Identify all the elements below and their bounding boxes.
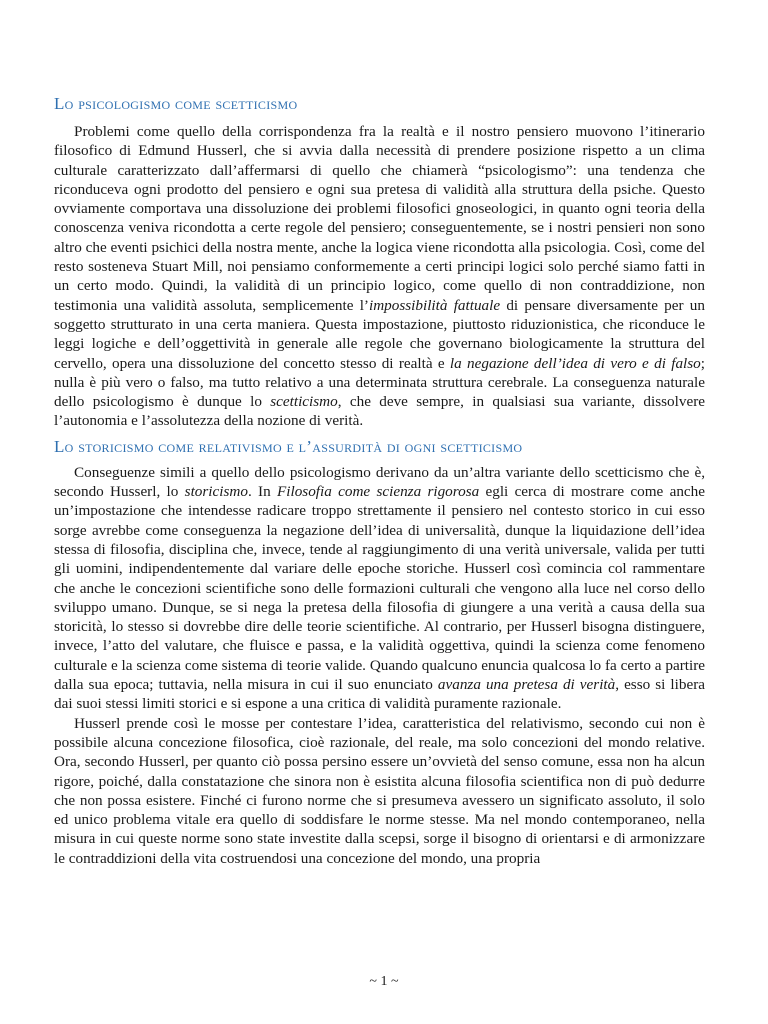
paragraph-psicologismo [54,122,705,431]
document-page [54,92,705,868]
section-heading-psicologismo: Lo psicologismo come scetticismo [54,94,298,113]
emphasis-text: impossibilità fattuale [368,296,501,314]
paragraph-text: di pensare diversamente per un soggetto strutturato in una certa maniera. Questa impostazione, piuttosto riduzionistica, che riconduce le leggi logiche e dell’oggettività in generale alle regole che governano biologicamente la struttura del cervello, opera una dissoluzione del concetto stesso di realtà e [54,296,705,372]
emphasis-text: storicismo [184,483,248,501]
paragraph-text: Husserl prende così le mosse per contestare l’idea, caratteristica del relativismo, secondo cui non è possibile alcuna concezione filosofica, cioè razionale, del reale, ma solo concezioni del mondo relative. Ora, secondo Husserl, per quanto ciò possa persino essere un’ovvietà del senso comune, essa non ha alcun rigore, poiché, dalla constatazione che sinora non è esistita alcuna filosofia scientifica non di può dedurre che non possa esistere. Finché ci furono norme che si presumeva avessero un significato assoluto, il solo ed unico problema vitale era quello di soddisfare le norme stesse. Ma nel mondo contemporaneo, nella misura in cui queste norme sono state investite dalla scepsi, sorge il bisogno di orientarsi e di armonizzare le contraddizioni della vita costruendosi una concezione del mondo, una propria [54,714,705,867]
emphasis-text: Filosofia come scienza rigorosa [276,483,480,501]
paragraph-text: , che deve sempre, in qualsiasi sua variante, dissolvere l’autonomia e l’assolutezza della nozione di verità. [54,393,705,430]
paragraph-text: egli cerca di mostrare come anche un’impostazione che intendesse radicare troppo strettamente il pensiero nel contesto storico in cui esso sorge avrebbe come conseguenza la negazione dell’idea di universalità, dunque la liquidazione dell’idea stessa di filosofia, disciplina che, invece, tende al raggiungimento di una verità universale, valida per tutti gli uomini, indipendentemente dal variare delle epoche storiche. Husserl così comincia col rammentare che anche le concezioni scientifiche sono delle formazioni culturali che vengono alla luce nel corso dello sviluppo umano. Dunque, se si nega la pretesa della filosofia di giungere a una verità a causa della sua storicità, lo stesso si dovrebbe dire delle teorie scientifiche. Al contrario, per Husserl bisogna distinguere, invece, l’atto del valutare, che fluisce e passa, e la validità oggettiva, quindi la scienza come fenomeno culturale e la scienza come sistema di teorie valide. Quando qualcuno enuncia qualcosa lo fa certo a partire dalla sua epoca; tuttavia, nella misura in cui il suo enunciato [54,483,705,694]
paragraph-relativismo [54,714,705,868]
paragraph-text: , esso si libera dai suoi stessi limiti storici e si espone a una critica di validità puramente razionale. [54,676,705,713]
page-number: ~ 1 ~ [369,974,399,989]
emphasis-text: scetticismo [270,393,338,411]
paragraph-text: Conseguenze simili a quello dello psicologismo derivano da un’altra variante dello scetticismo che è, secondo Husserl, lo [54,463,705,501]
section-heading-storicismo: Lo storicismo come relativismo e l’assurdità di ogni scetticismo [54,436,523,456]
paragraph-text: . In [247,483,277,501]
emphasis-text: avanza una pretesa di verità [437,676,616,694]
paragraph-storicismo [54,463,705,714]
emphasis-text: la negazione dell’idea di vero e di falso [449,354,701,372]
paragraph-text: Problemi come quello della corrispondenza fra la realtà e il nostro pensiero muovono l’itinerario filosofico di Edmund Husserl, che si avvia dalla necessità di prendere posizione rispetto a un clima culturale caratterizzato dall’affermarsi di quello che chiamerà “psicologismo”: una tendenza che riconduceva ogni prodotto del pensiero e ogni sua pretesa di validità alla struttura della psiche. Questo ovviamente comportava una dissoluzione dei problemi filosofici gnoseologici, in quanto ogni teoria della conoscenza veniva ricondotta a certe regole del pensiero; conseguentemente, se i nostri pensieri non sono altro che eventi psichici della nostra mente, anche la logica viene ricondotta alla psicologia. Così, come del resto sosteneva Stuart Mill, noi pensiamo conformemente a certi principi logici solo perché siamo fatti in un certo modo. Quindi, la validità di un principio logico, come quello di non contraddizione, non testimonia una validità assoluta, semplicemente l’ [54,123,705,314]
paragraph-text: ; nulla è più vero o falso, ma tutto relativo a una determinata struttura cerebrale. La conseguenza naturale dello psicologismo è dunque lo [54,354,705,411]
